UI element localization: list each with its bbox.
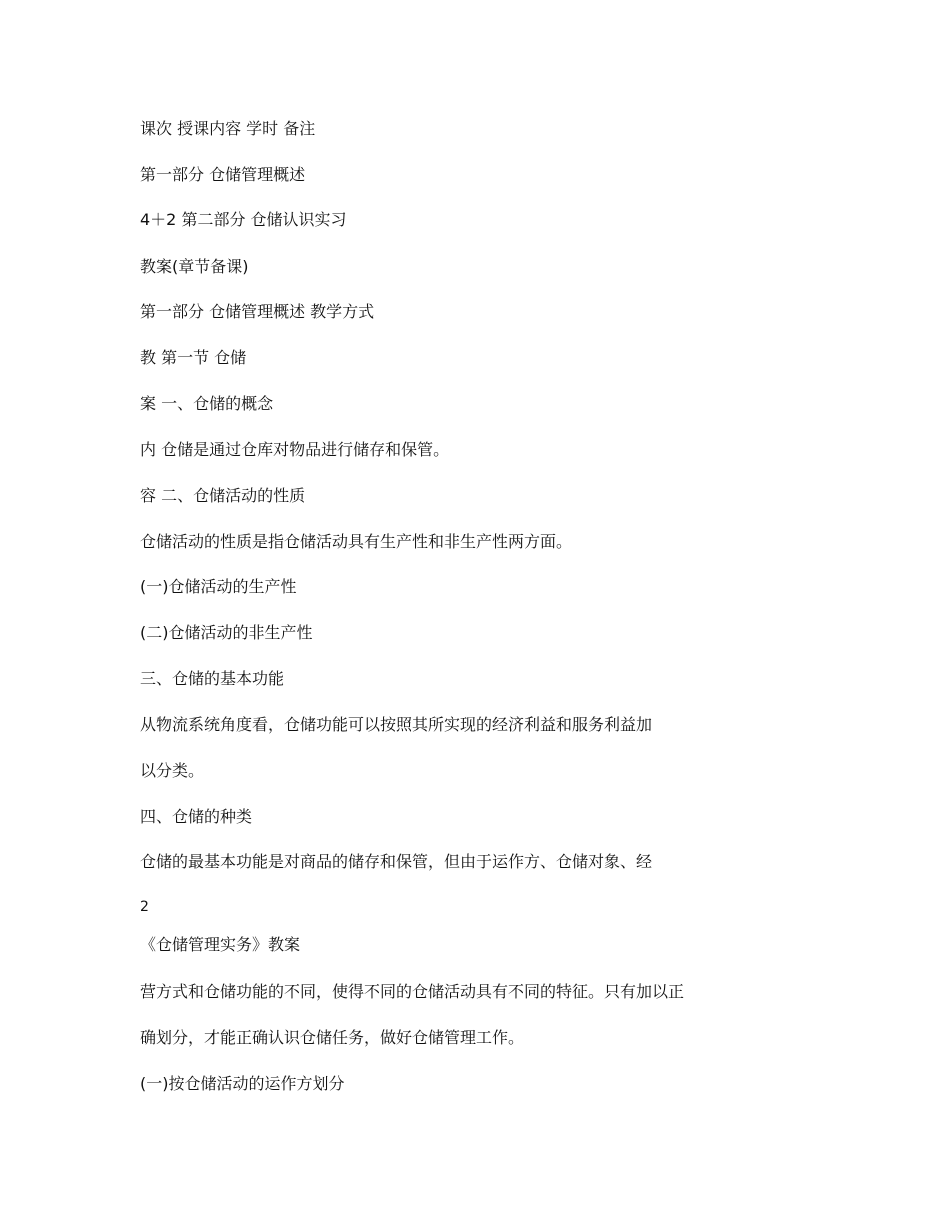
text-line: 容 二、仓储活动的性质 (140, 486, 306, 505)
text-line: 确划分，才能正确认识仓储任务，做好仓储管理工作。 (140, 1028, 525, 1047)
text-line: 四、仓储的种类 (140, 807, 253, 826)
page-number: 2 (140, 899, 149, 915)
text-line: 4＋2 第二部分 仓储认识实习 (140, 210, 347, 229)
text-line: (一)仓储活动的生产性 (140, 577, 297, 596)
text-line: 第一部分 仓储管理概述 教学方式 (140, 302, 375, 321)
text-line: 内 仓储是通过仓库对物品进行储存和保管。 (140, 440, 450, 459)
text-line: 仓储活动的性质是指仓储活动具有生产性和非生产性两方面。 (140, 532, 573, 551)
text-line: (二)仓储活动的非生产性 (140, 623, 313, 642)
text-line: 仓储的最基本功能是对商品的储存和保管，但由于运作方、仓储对象、经 (140, 852, 653, 871)
text-line: 三、仓储的基本功能 (140, 669, 285, 688)
text-line: 案 一、仓储的概念 (140, 394, 274, 413)
text-line: 以分类。 (140, 761, 205, 780)
running-header: 《仓储管理实务》教案 (140, 935, 301, 954)
text-line: 教 第一节 仓储 (140, 348, 247, 367)
text-line: 课次 授课内容 学时 备注 (140, 119, 316, 138)
text-line: 第一部分 仓储管理概述 (140, 165, 306, 184)
text-line: (一)按仓储活动的运作方划分 (140, 1074, 345, 1093)
text-line: 教案(章节备课) (140, 257, 249, 276)
text-line: 从物流系统角度看，仓储功能可以按照其所实现的经济利益和服务利益加 (140, 715, 653, 734)
text-line: 营方式和仓储功能的不同，使得不同的仓储活动具有不同的特征。只有加以正 (140, 982, 685, 1001)
